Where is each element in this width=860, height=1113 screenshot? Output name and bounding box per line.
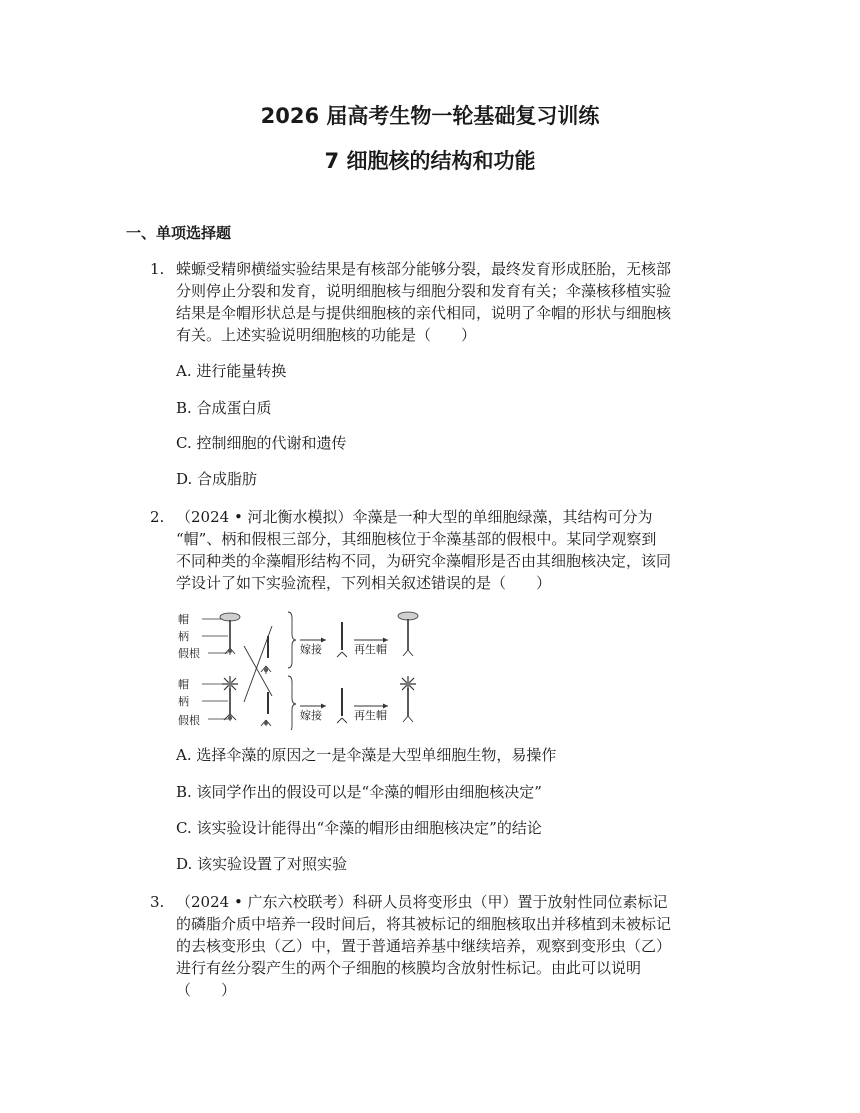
- stem-line: （2024 • 广东六校联考）科研人员将变形虫（甲）置于放射性同位素标记: [176, 893, 668, 911]
- question-stem: [176, 506, 776, 594]
- flower-cap-alga-icon: [222, 676, 238, 721]
- stem-line: （2024 • 河北衡水模拟）伞藻是一种大型的单细胞绿藻，其结构可分为: [176, 508, 653, 526]
- document-subtitle: 7 细胞核的结构和功能: [324, 149, 536, 173]
- stem-line: （ ）: [176, 981, 237, 999]
- regenerated-flower-alga-icon: [400, 676, 416, 722]
- option-b: B. 该同学作出的假设可以是“伞藻的帽形由细胞核决定”: [176, 783, 542, 801]
- stem-line: “帽”、柄和假根三部分，其细胞核位于伞藻基部的假根中。某同学观察到: [176, 530, 657, 548]
- question-stem: [176, 258, 776, 346]
- graft-label: 嫁接: [300, 643, 322, 656]
- option-d: D. 该实验设置了对照实验: [176, 855, 348, 873]
- umbrella-cap-alga-icon: [220, 613, 240, 655]
- label-cap: 帽: [178, 678, 189, 691]
- question-number: 3.: [150, 893, 165, 911]
- option-b: B. 合成蛋白质: [176, 399, 272, 417]
- document-title: 2026 届高考生物一轮基础复习训练: [260, 104, 600, 128]
- stem-line: 学设计了如下实验流程，下列相关叙述错误的是（ ）: [176, 574, 552, 592]
- stem-line: 不同种类的伞藻帽形结构不同，为研究伞藻帽形是否由其细胞核决定，该同: [176, 552, 672, 570]
- stem-line: 的磷脂介质中培养一段时间后，将其被标记的细胞核取出并移植到未被标记: [176, 915, 672, 933]
- question-stem: [176, 891, 776, 1001]
- option-a: A. 进行能量转换: [176, 362, 287, 380]
- stem-line: 分则停止分裂和发育，说明细胞核与细胞分裂和发育有关；伞藻核移植实验: [176, 282, 672, 300]
- stem-line: 有关。上述实验说明细胞核的功能是（ ）: [176, 326, 477, 344]
- label-rhizoid: 假根: [178, 714, 200, 727]
- label-cap: 帽: [178, 613, 189, 626]
- option-c: C. 该实验设计能得出“伞藻的帽形由细胞核决定”的结论: [176, 819, 542, 837]
- label-stalk: 柄: [178, 630, 189, 643]
- regenerated-umbrella-alga-icon: [398, 612, 418, 656]
- label-stalk: 柄: [178, 695, 189, 708]
- stem-line: 的去核变形虫（乙）中，置于普通培养基中继续培养，观察到变形虫（乙）: [176, 937, 672, 955]
- option-c: C. 控制细胞的代谢和遗传: [176, 434, 347, 452]
- label-rhizoid: 假根: [178, 647, 200, 660]
- section-heading: 一、单项选择题: [126, 224, 232, 242]
- stem-line: 蝾螈受精卵横缢实验结果是有核部分能够分裂，最终发育形成胚胎，无核部: [176, 260, 672, 278]
- acetabularia-experiment-figure: [176, 606, 426, 730]
- regenerate-cap-label: 再生帽: [354, 709, 387, 722]
- question-number: 1.: [150, 260, 165, 278]
- question-number: 2.: [150, 508, 165, 526]
- option-a: A. 选择伞藻的原因之一是伞藻是大型单细胞生物，易操作: [176, 746, 557, 764]
- regenerate-cap-label: 再生帽: [354, 643, 387, 656]
- graft-label: 嫁接: [300, 709, 322, 722]
- option-d: D. 合成脂肪: [176, 470, 258, 488]
- stem-line: 结果是伞帽形状总是与提供细胞核的亲代相同，说明了伞帽的形状与细胞核: [176, 304, 672, 322]
- stem-line: 进行有丝分裂产生的两个子细胞的核膜均含放射性标记。由此可以说明: [176, 959, 642, 977]
